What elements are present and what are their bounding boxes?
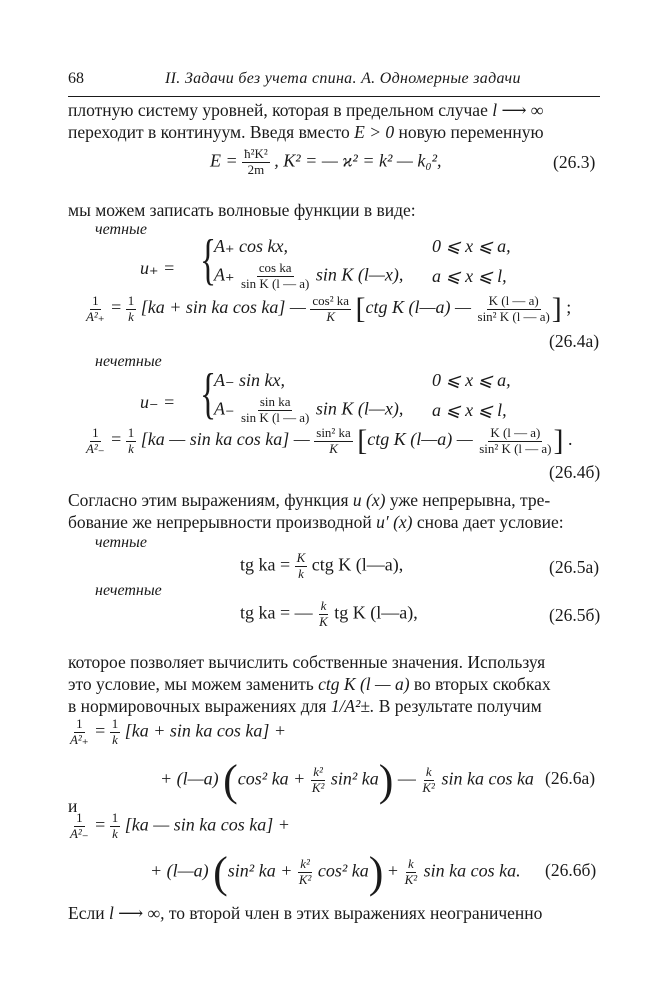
page-number: 68 xyxy=(68,70,84,87)
left-brace: { xyxy=(200,229,217,291)
equation-number: (26.4а) xyxy=(549,331,600,351)
text-line: Согласно этим выражениям, функция u (x) уже непрерывна, тре- xyxy=(68,490,551,510)
case-condition: a ⩽ x ⩽ l, xyxy=(432,400,507,420)
case-line: A₊ $\frac{\text{cos ka}}{\text{sin K (l — a)}}$ sin K (l—x), xyxy=(214,260,404,291)
u-minus-lhs: u₋ = xyxy=(140,392,176,412)
equation-26-6b-line1: $\frac{1}{\text{A²₋}}$ = $\frac{1}{k}$ [ka — sin ka cos ka] + xyxy=(70,810,290,841)
equation-26-3: E = $\frac{\text{ħ²K²}}{2m}$ , K² = — ϰ² = k² — k₀², xyxy=(210,146,442,177)
case-condition: a ⩽ x ⩽ l, xyxy=(432,266,507,286)
case-line: A₋ $\frac{\text{sin ka}}{\text{sin K (l — a)}}$ sin K (l—x), xyxy=(214,394,404,425)
u-plus-lhs: u₊ = xyxy=(140,258,176,278)
header-rule xyxy=(68,96,600,97)
text-line: плотную систему уровней, которая в предельном случае l ⟶ ∞ xyxy=(68,100,544,120)
equation-26-6a-line2: + (l—a) (cos² ka + $\frac{\text{k²}}{\text{K²}}$ sin² ka) — $\frac{k}{\text{K²}}$ sin ka cos ka xyxy=(160,756,534,805)
equation-26-6a-line1: $\frac{1}{\text{A²₊}}$ = $\frac{1}{k}$ [ka + sin ka cos ka] + xyxy=(70,716,287,747)
label-odd: нечетные xyxy=(95,353,162,370)
equation-26-5b: tg ka = — $\frac{k}{K}$ tg K (l—a), xyxy=(240,598,418,629)
equation-26-6b-line2: + (l—a) (sin² ka + $\frac{\text{k²}}{\text{K²}}$ cos² ka) + $\frac{k}{\text{K²}}$ sin ka cos ka. xyxy=(150,848,521,897)
equation-number: (26.4б) xyxy=(549,462,601,482)
label-odd: нечетные xyxy=(95,582,162,599)
equation-number: (26.6б) xyxy=(545,860,597,880)
case-condition: 0 ⩽ x ⩽ a, xyxy=(432,236,511,256)
running-title: II. Задачи без учета спина. А. Одномерные задачи xyxy=(165,70,521,87)
text-line: это условие, мы можем заменить ctg K (l — a) во вторых скобках xyxy=(68,674,551,694)
case-line: A₊ cos kx, xyxy=(214,236,288,256)
equation-number: (26.3) xyxy=(553,152,596,172)
text-line: в нормировочных выражениях для 1/A²±. В результате получим xyxy=(68,696,542,716)
left-brace: { xyxy=(200,363,217,425)
text-line: переходит в континуум. Введя вместо E > 0 новую переменную xyxy=(68,122,544,142)
text-line: мы можем записать волновые функции в виде: xyxy=(68,200,416,220)
text-line: бование же непрерывности производной u′ (x) снова дает условие: xyxy=(68,512,564,532)
case-condition: 0 ⩽ x ⩽ a, xyxy=(432,370,511,390)
label-even: четные xyxy=(95,534,147,551)
equation-number: (26.5а) xyxy=(549,557,600,577)
norm-equation: $\frac{1}{\text{A²₋}}$ = $\frac{1}{k}$ [ka — sin ka cos ka] — $\frac{\text{sin² ka}}{K}$ [ctg K (l—a) — $\frac{K (l — a)}{\text{sin² K (l — a)}}$ ] . xyxy=(86,424,573,457)
text-line: Если l ⟶ ∞, то второй член в этих выражениях неограниченно xyxy=(68,903,543,923)
equation-number: (26.6а) xyxy=(545,768,596,788)
label-even: четные xyxy=(95,221,147,238)
equation-number: (26.5б) xyxy=(549,605,601,625)
text-line: которое позволяет вычислить собственные значения. Используя xyxy=(68,652,546,672)
conjunction: и xyxy=(68,796,78,816)
norm-equation: $\frac{1}{\text{A²₊}}$ = $\frac{1}{k}$ [ka + sin ka cos ka] — $\frac{\text{cos² ka}}{K}$ [ctg K (l—a) — $\frac{K (l — a)}{\text{sin² K (l — a)}}$ ] ; xyxy=(86,292,572,325)
case-line: A₋ sin kx, xyxy=(214,370,285,390)
equation-26-5a: tg ka = $\frac{K}{k}$ ctg K (l—a), xyxy=(240,550,404,581)
